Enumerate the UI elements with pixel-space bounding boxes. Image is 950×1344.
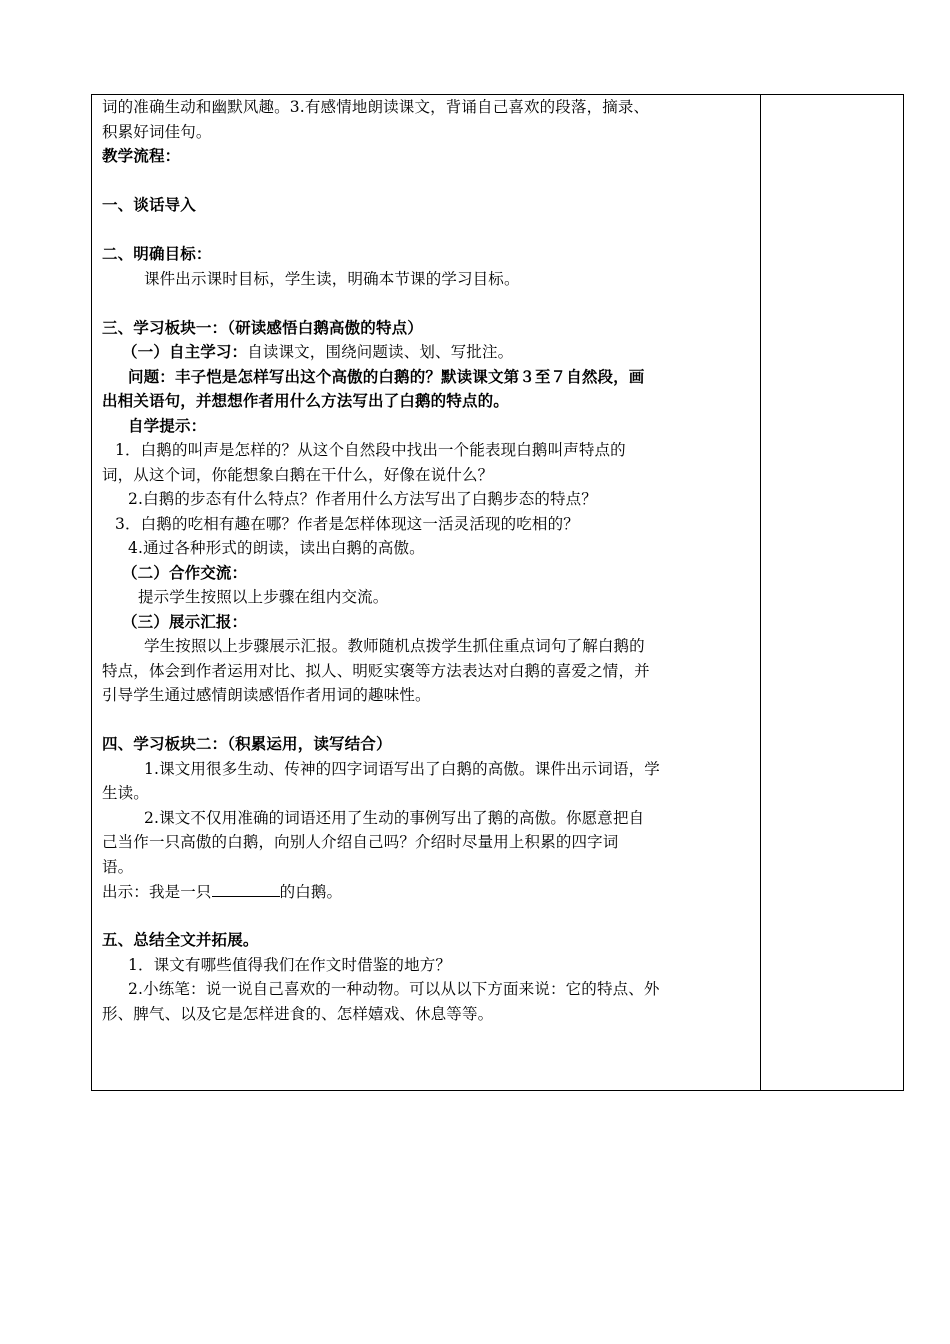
objective-line-2: 积累好词佳句。: [102, 122, 212, 141]
spacer: [102, 169, 760, 194]
teaching-process-heading: 教学流程：: [102, 146, 181, 165]
spacer: [102, 708, 760, 733]
lesson-plan-table: [91, 94, 904, 1091]
cooperation-heading: （二）合作交流：: [122, 562, 248, 582]
self-study-line: [102, 340, 760, 365]
section-3-heading: 三、学习板块一：（研读感悟白鹅高傲的特点）: [102, 317, 423, 337]
teaching-content-cell: [92, 95, 761, 1090]
sample-sentence-start: 出示：我是一只: [102, 883, 212, 901]
tip-1-line-1: 1．白鹅的叫声是怎样的？从这个自然段中找出一个能表现白鹅叫声特点的: [115, 441, 626, 459]
spacer: [102, 904, 760, 929]
spacer: [102, 218, 760, 243]
section-4-item-1-line-1: 1.课文用很多生动、传神的四字词语写出了白鹅的高傲。课件出示词语，学: [144, 759, 660, 778]
section-4-heading: 四、学习板块二：（积累运用，读写结合）: [102, 734, 392, 753]
presentation-line-1: 学生按照以上步骤展示汇报。教师随机点拨学生抓住重点词句了解白鹅的: [144, 637, 645, 655]
self-study-label: （一）自主学习：: [122, 342, 248, 361]
section-2-heading: 二、明确目标：: [102, 244, 212, 263]
section-5-item-1: 1．课文有哪些值得我们在作文时借鉴的地方？: [128, 955, 452, 974]
presentation-heading: （三）展示汇报：: [122, 611, 248, 631]
cooperation-text: 提示学生按照以上步骤在组内交流。: [138, 588, 389, 606]
question-line-2: 出相关语句，并想想作者用什么方法写出了白鹅的特点的。: [102, 391, 509, 410]
section-4-item-1-line-2: 生读。: [102, 784, 149, 802]
section-4-item-2-line-2: 己当作一只高傲的白鹅，向别人介绍自己吗？介绍时尽量用上积累的四字词: [102, 833, 619, 851]
presentation-line-3: 引导学生通过感情朗读感悟作者用词的趣味性。: [102, 686, 431, 704]
section-4-item-2-line-3: 语。: [102, 857, 134, 876]
sample-sentence-end: 的白鹅。: [279, 883, 343, 901]
self-study-text: 自读课文，围绕问题读、划、写批注。: [247, 343, 514, 361]
objective-line-1: 词的准确生动和幽默风趣。3.有感情地朗读课文，背诵自己喜欢的段落，摘录、: [102, 98, 650, 116]
notes-cell: [761, 95, 903, 1090]
spacer: [102, 291, 760, 316]
tip-3: 3．白鹅的吃相有趣在哪？作者是怎样体现这一活灵活现的吃相的？: [115, 514, 579, 533]
fill-in-blank: [212, 879, 280, 897]
section-4-item-2-line-1: 2.课文不仅用准确的词语还用了生动的事例写出了鹅的高傲。你愿意把自: [144, 808, 645, 827]
tip-2: 2.白鹅的步态有什么特点？作者用什么方法写出了白鹅步态的特点？: [128, 490, 597, 508]
sample-sentence-line: [102, 879, 760, 904]
section-5-item-2-line-2: 形、脾气、以及它是怎样进食的、怎样嬉戏、休息等等。: [102, 1004, 494, 1023]
section-1-heading: 一、谈话导入: [102, 195, 196, 214]
self-study-tips-heading: 自学提示：: [128, 415, 207, 435]
section-2-text: 课件出示课时目标，学生读，明确本节课的学习目标。: [144, 269, 520, 288]
question-line-1: 问题：丰子恺是怎样写出这个高傲的白鹅的？默读课文第３至７自然段，画: [128, 366, 645, 386]
section-5-heading: 五、总结全文并拓展。: [102, 930, 259, 949]
section-5-item-2-line-1: 2.小练笔：说一说自己喜欢的一种动物。可以从以下方面来说：它的特点、外: [128, 980, 660, 998]
tip-4: 4.通过各种形式的朗读，读出白鹅的高傲。: [128, 539, 425, 557]
tip-1-line-2: 词，从这个词，你能想象白鹅在干什么，好像在说什么？: [102, 465, 494, 484]
presentation-line-2: 特点，体会到作者运用对比、拟人、明贬实褒等方法表达对白鹅的喜爱之情，并: [102, 661, 650, 680]
